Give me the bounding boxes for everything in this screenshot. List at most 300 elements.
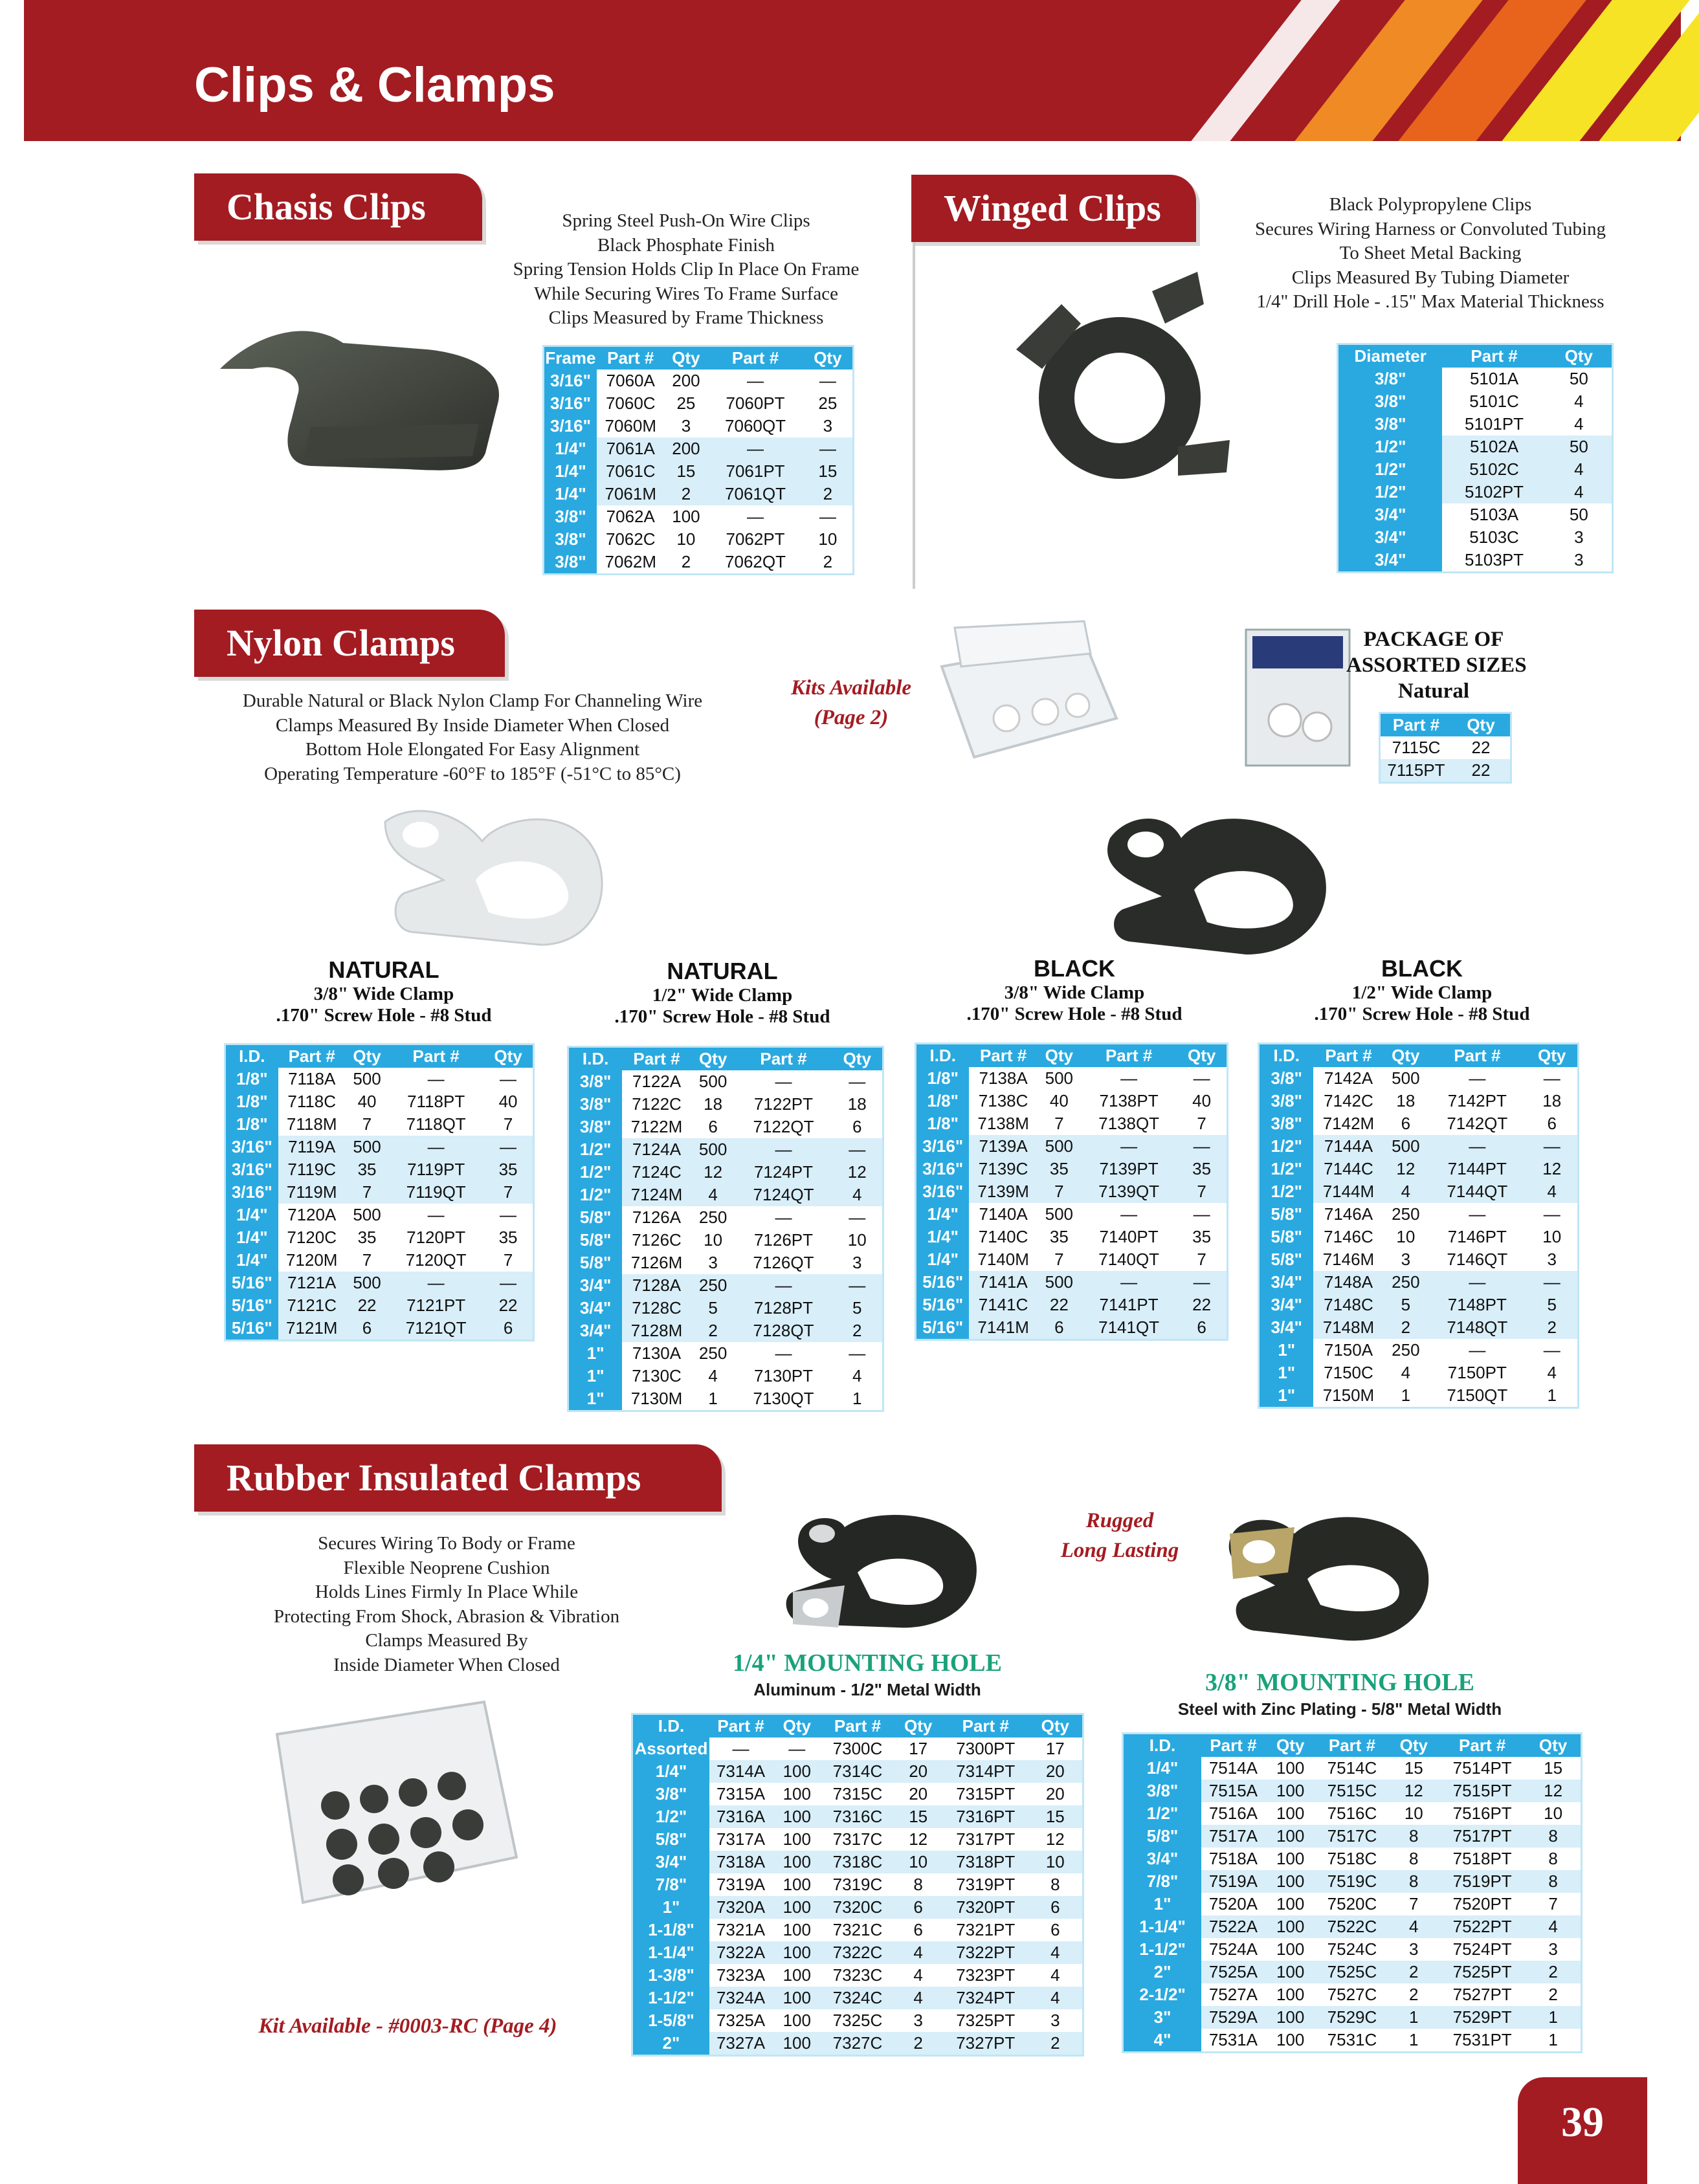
table-cell: 7315PT xyxy=(956,1784,1016,1803)
table-cell: 2-1/2" xyxy=(1124,1983,1201,2006)
table-cell: 35 xyxy=(498,1228,518,1247)
table-cell: 5/8" xyxy=(1260,1203,1313,1226)
table-cell: 2 xyxy=(852,1321,862,1340)
table-cell: 20 xyxy=(909,1761,928,1781)
table-cell: 5 xyxy=(1401,1295,1411,1314)
table-row xyxy=(544,437,852,460)
table-row xyxy=(633,1760,1082,1783)
table-cell: 7531PT xyxy=(1452,2030,1512,2049)
table-cell: 7 xyxy=(503,1250,513,1270)
table-cell: 5103PT xyxy=(1465,550,1524,569)
table-cell: 3" xyxy=(1124,2006,1201,2029)
table-cell: 7 xyxy=(1197,1250,1206,1269)
column-header: Qty xyxy=(1045,1046,1073,1065)
table-cell: 3/8" xyxy=(633,1783,709,1805)
table-cell: 100 xyxy=(783,1920,811,1939)
table-cell: 2 xyxy=(823,484,833,503)
table-cell: Assorted xyxy=(633,1737,709,1760)
table-row xyxy=(633,1964,1082,1987)
table-cell: 500 xyxy=(353,1137,381,1156)
table-cell: 7321PT xyxy=(956,1920,1016,1939)
table-cell: — xyxy=(819,507,836,526)
table-cell: 7141C xyxy=(978,1295,1028,1314)
table-cell: 7525PT xyxy=(1452,1962,1512,1981)
table-cell: 1" xyxy=(1260,1384,1313,1407)
table-cell: 7319C xyxy=(832,1875,883,1894)
table-row xyxy=(633,2032,1082,2055)
table-row xyxy=(1260,1180,1577,1203)
table-header xyxy=(1260,1044,1577,1067)
table-cell: 10 xyxy=(909,1852,928,1871)
table-cell: 100 xyxy=(783,1897,811,1917)
table-cell: 7317C xyxy=(832,1829,883,1849)
table-cell: 7122A xyxy=(632,1072,682,1091)
table-cell: 7325A xyxy=(716,2011,766,2030)
table-cell: — xyxy=(500,1069,517,1088)
table-cell: 7130M xyxy=(630,1389,683,1408)
table-cell: 7124PT xyxy=(753,1162,814,1182)
table-cell: 3/4" xyxy=(1124,1848,1201,1870)
table-cell: 1/2" xyxy=(633,1805,709,1828)
table-cell: 7138M xyxy=(977,1114,1029,1133)
table-cell: 3 xyxy=(708,1253,718,1272)
table-cell: 5/8" xyxy=(1260,1226,1313,1248)
table-cell: 10 xyxy=(847,1230,867,1250)
table-cell: 7325PT xyxy=(956,2011,1016,2030)
table-cell: 7115PT xyxy=(1387,760,1445,780)
table-cell: 5/8" xyxy=(569,1206,622,1229)
table-row xyxy=(1124,1870,1581,1893)
table-cell: 7320PT xyxy=(956,1897,1016,1917)
table-cell: 7150QT xyxy=(1447,1385,1508,1405)
table-row xyxy=(226,1113,533,1136)
table-row xyxy=(633,1828,1082,1851)
table-cell: 7324C xyxy=(832,1988,883,2007)
table-cell: 100 xyxy=(1276,1871,1305,1891)
table-cell: 7144M xyxy=(1322,1182,1375,1201)
table-cell: 1-1/8" xyxy=(633,1919,709,1941)
table-cell: 6 xyxy=(1050,1897,1060,1917)
table-cell: 1" xyxy=(569,1365,622,1387)
table-cell: — xyxy=(1193,1068,1210,1088)
table-cell: 7 xyxy=(1054,1182,1064,1201)
table-cell: — xyxy=(775,1343,792,1363)
table-cell: 1" xyxy=(1260,1339,1313,1362)
table-cell: 7128C xyxy=(632,1298,682,1318)
table-row xyxy=(569,1138,882,1161)
table-cell: 7514PT xyxy=(1452,1758,1512,1778)
table-row xyxy=(569,1365,882,1387)
column-header: I.D. xyxy=(658,1716,685,1736)
column-header: Frame xyxy=(545,348,596,368)
table-cell: 7524PT xyxy=(1452,1939,1512,1959)
table-cell: 25 xyxy=(818,393,838,413)
table-cell: 7118A xyxy=(288,1069,336,1088)
table-cell: 35 xyxy=(498,1160,518,1179)
table-cell: 7138PT xyxy=(1099,1091,1159,1110)
table-cell: — xyxy=(1543,1340,1560,1360)
column-header: Part # xyxy=(717,1716,764,1736)
table-cell: — xyxy=(819,371,836,390)
table-cell: — xyxy=(747,507,764,526)
table-cell: — xyxy=(1193,1136,1210,1156)
table-header xyxy=(1338,345,1612,368)
table-row xyxy=(226,1317,533,1340)
table-cell: 7524A xyxy=(1208,1939,1258,1959)
table-cell: 500 xyxy=(1045,1272,1074,1292)
table-cell: 2 xyxy=(1548,1985,1558,2004)
column-header: Qty xyxy=(1467,715,1495,734)
table-cell: 20 xyxy=(1045,1761,1065,1781)
table-cell: 3/4" xyxy=(1260,1316,1313,1339)
table-cell: 1/2" xyxy=(1260,1135,1313,1158)
table-cell: 7324PT xyxy=(956,1988,1016,2007)
table-cell: 100 xyxy=(672,507,700,526)
column-header: Part # xyxy=(412,1046,460,1066)
table-cell: 7525C xyxy=(1327,1962,1377,1981)
chasis-table xyxy=(542,345,854,575)
table-cell: 7124A xyxy=(632,1140,682,1159)
table-cell: 100 xyxy=(783,1988,811,2007)
column-header: Qty xyxy=(783,1716,811,1736)
table-row xyxy=(1124,1938,1581,1961)
table-cell: 8 xyxy=(1409,1871,1419,1891)
table-cell: 2" xyxy=(633,2032,709,2055)
table-cell: 7/8" xyxy=(633,1873,709,1896)
table-cell: 1/2" xyxy=(1260,1180,1313,1203)
table-cell: 100 xyxy=(1276,1939,1305,1959)
table-cell: 200 xyxy=(672,371,700,390)
column-header: I.D. xyxy=(582,1049,609,1068)
table-row xyxy=(226,1272,533,1294)
column-header: Part # xyxy=(760,1049,807,1068)
table-cell: 1/4" xyxy=(544,483,597,505)
table-cell: 6 xyxy=(1050,1920,1060,1939)
table-cell: 100 xyxy=(1276,1781,1305,1800)
table-cell: 40 xyxy=(357,1092,377,1111)
table-cell: 7324A xyxy=(716,1988,766,2007)
rubber-table-2 xyxy=(1122,1732,1582,2053)
table-cell: 3 xyxy=(1409,1939,1419,1959)
table-cell: 10 xyxy=(1045,1852,1065,1871)
table-cell: 35 xyxy=(357,1160,377,1179)
table-cell: — xyxy=(1469,1272,1486,1292)
table-cell: 6 xyxy=(708,1117,718,1136)
table-row xyxy=(916,1226,1227,1248)
table-cell: 17 xyxy=(909,1739,928,1758)
table-cell: 7519C xyxy=(1327,1871,1377,1891)
table-row xyxy=(1260,1316,1577,1339)
table-cell: 4 xyxy=(852,1366,862,1385)
table-cell: 18 xyxy=(1396,1091,1416,1110)
table-cell: 3/4" xyxy=(1338,526,1442,549)
winged-clips-heading: Winged Clips xyxy=(911,175,1196,242)
table-row xyxy=(226,1181,533,1204)
table-header xyxy=(1381,714,1510,736)
table-cell: 7119QT xyxy=(406,1182,466,1202)
table-cell: 5/8" xyxy=(633,1828,709,1851)
table-cell: 10 xyxy=(1396,1227,1416,1246)
table-row xyxy=(1124,1757,1581,1780)
table-cell: 250 xyxy=(1392,1272,1420,1292)
column-header: I.D. xyxy=(1273,1046,1300,1065)
table-row xyxy=(226,1136,533,1158)
table-row xyxy=(1260,1158,1577,1180)
table-cell: 1/2" xyxy=(1338,481,1442,503)
table-cell: 5/16" xyxy=(916,1271,969,1294)
table-cell: 6 xyxy=(1197,1318,1206,1337)
table-row xyxy=(226,1249,533,1272)
table-cell: 6 xyxy=(503,1318,513,1338)
table-cell: 6 xyxy=(852,1117,862,1136)
table-cell: 7148C xyxy=(1324,1295,1373,1314)
table-row xyxy=(544,505,852,528)
table-row xyxy=(1338,481,1612,503)
table-cell: 3 xyxy=(1547,1250,1557,1269)
table-cell: 1/8" xyxy=(916,1090,969,1112)
table-row xyxy=(544,370,852,392)
table-header xyxy=(569,1048,882,1070)
table-cell: 7124C xyxy=(632,1162,682,1182)
table-cell: — xyxy=(427,1273,445,1292)
table-cell: 2 xyxy=(681,484,691,503)
table-cell: 7517A xyxy=(1208,1826,1258,1846)
table-cell: — xyxy=(1543,1068,1560,1088)
table-cell: 7 xyxy=(503,1182,513,1202)
table-cell: 100 xyxy=(783,1875,811,1894)
table-cell: 2 xyxy=(1409,1985,1419,2004)
table-cell: 7061QT xyxy=(725,484,786,503)
table-row xyxy=(226,1158,533,1181)
column-header: Qty xyxy=(1276,1736,1305,1755)
table-cell: 3/8" xyxy=(1124,1780,1201,1802)
table-cell: 15 xyxy=(1404,1758,1423,1778)
table-cell: 6 xyxy=(1547,1114,1557,1133)
table-cell: 7120PT xyxy=(406,1228,466,1247)
table-cell: 7146PT xyxy=(1447,1227,1507,1246)
table-cell: 3 xyxy=(1401,1250,1411,1269)
table-cell: 7300C xyxy=(832,1739,883,1758)
table-cell: 1-1/4" xyxy=(633,1941,709,1964)
table-cell: 3/16" xyxy=(226,1181,278,1204)
table-cell: 500 xyxy=(353,1069,381,1088)
table-cell: 7319A xyxy=(716,1875,766,1894)
table-cell: 1/8" xyxy=(916,1112,969,1135)
column-header: Qty xyxy=(843,1049,871,1068)
table-cell: 7128A xyxy=(632,1275,682,1295)
table-cell: 7516PT xyxy=(1452,1803,1512,1823)
table-cell: 2 xyxy=(823,552,833,571)
table-cell: 10 xyxy=(1542,1227,1562,1246)
table-cell: — xyxy=(1193,1272,1210,1292)
table-row xyxy=(1124,2029,1581,2051)
table-cell: 7318A xyxy=(716,1852,766,1871)
table-cell: 7520PT xyxy=(1452,1894,1512,1914)
table-cell: — xyxy=(427,1205,445,1224)
table-cell: 1/2" xyxy=(569,1138,622,1161)
table-cell: 1-1/4" xyxy=(1124,1915,1201,1938)
table-cell: 7141QT xyxy=(1098,1318,1160,1337)
table-cell: 7514C xyxy=(1327,1758,1377,1778)
table-row xyxy=(1260,1248,1577,1271)
table-cell: 7060A xyxy=(606,371,655,390)
table-cell: 7517C xyxy=(1327,1826,1377,1846)
table-cell: 7 xyxy=(1197,1182,1206,1201)
table-cell: 7319PT xyxy=(956,1875,1016,1894)
table-cell: 100 xyxy=(1276,2007,1305,2027)
table-row xyxy=(916,1158,1227,1180)
table-cell: 7520C xyxy=(1327,1894,1377,1914)
table-cell: 7060M xyxy=(605,416,657,436)
table-row xyxy=(916,1135,1227,1158)
table-cell: 7126QT xyxy=(753,1253,814,1272)
table-cell: 3/8" xyxy=(1338,368,1442,390)
table-row xyxy=(569,1206,882,1229)
table-cell: 7531A xyxy=(1208,2030,1258,2049)
table-cell: — xyxy=(1120,1272,1138,1292)
chasis-clip-image xyxy=(214,304,518,472)
table-row xyxy=(1260,1384,1577,1407)
table-cell: 200 xyxy=(672,439,700,458)
table-row xyxy=(633,1896,1082,1919)
table-row xyxy=(569,1093,882,1116)
table-cell: 7300PT xyxy=(956,1739,1016,1758)
table-cell: 7126PT xyxy=(753,1230,814,1250)
table-cell: — xyxy=(775,1208,792,1227)
table-cell: 3/8" xyxy=(1260,1112,1313,1135)
nylon-clamps-heading: Nylon Clamps xyxy=(194,610,505,677)
table-row xyxy=(916,1271,1227,1294)
table-cell: 4 xyxy=(913,1965,923,1985)
table-cell: 7314C xyxy=(832,1761,883,1781)
table-cell: 7518C xyxy=(1327,1849,1377,1868)
table-row xyxy=(1260,1090,1577,1112)
table-cell: 4 xyxy=(708,1185,718,1204)
table-cell: 10 xyxy=(1404,1803,1423,1823)
table-cell: 7148A xyxy=(1324,1272,1373,1292)
table-cell: 500 xyxy=(1045,1068,1074,1088)
column-header: Part # xyxy=(1392,715,1440,734)
table-cell: 40 xyxy=(1192,1091,1212,1110)
table-cell: 7139C xyxy=(978,1159,1028,1178)
page-title: Clips & Clamps xyxy=(194,58,555,113)
table-cell: — xyxy=(1469,1136,1486,1156)
table-row xyxy=(633,1987,1082,2009)
table-cell: 7327A xyxy=(716,2033,766,2053)
table-cell: 7522A xyxy=(1208,1917,1258,1936)
table-cell: 20 xyxy=(909,1784,928,1803)
table-cell: 1/2" xyxy=(569,1161,622,1184)
table-cell: 7122QT xyxy=(753,1117,814,1136)
table-row xyxy=(633,1737,1082,1760)
table-row xyxy=(916,1294,1227,1316)
table-cell: 250 xyxy=(698,1208,727,1227)
table-cell: 3/16" xyxy=(544,370,597,392)
table-cell: 7061A xyxy=(606,439,655,458)
column-header: Qty xyxy=(353,1046,381,1066)
table-cell: 100 xyxy=(1276,2030,1305,2049)
table-cell: 25 xyxy=(676,393,696,413)
table-row xyxy=(1338,413,1612,436)
table-cell: 1/4" xyxy=(916,1226,969,1248)
table-row xyxy=(1338,436,1612,458)
nylon-table-3-caption: BLACK 3/8" Wide Clamp .170" Screw Hole - #8 Stud xyxy=(966,955,1183,1024)
table-cell: 7119A xyxy=(288,1137,336,1156)
table-cell: 250 xyxy=(698,1343,727,1363)
table-row xyxy=(1260,1271,1577,1294)
column-header: Part # xyxy=(1471,346,1518,366)
table-cell: 35 xyxy=(1049,1227,1069,1246)
table-cell: 5 xyxy=(708,1298,718,1318)
table-cell: 7525A xyxy=(1208,1962,1258,1981)
table-cell: 1 xyxy=(1401,1385,1411,1405)
table-cell: 7518PT xyxy=(1452,1849,1512,1868)
table-cell: 100 xyxy=(783,1965,811,1985)
table-cell: 7320C xyxy=(832,1897,883,1917)
table-cell: 35 xyxy=(1192,1159,1212,1178)
table-cell: 7120M xyxy=(285,1250,338,1270)
table-cell: 7060C xyxy=(605,393,656,413)
table-cell: 7321C xyxy=(832,1920,883,1939)
column-header: Qty xyxy=(1187,1046,1216,1065)
table-cell: 5102A xyxy=(1469,437,1519,456)
table-cell: 7061PT xyxy=(726,461,785,481)
table-cell: 4 xyxy=(1574,414,1584,434)
table-cell: 22 xyxy=(1471,760,1491,780)
table-cell: 5102C xyxy=(1469,459,1519,479)
table-row xyxy=(916,1316,1227,1339)
table-cell: 7318PT xyxy=(956,1852,1016,1871)
table-cell: 3/16" xyxy=(226,1158,278,1181)
table-cell: 2 xyxy=(681,552,691,571)
table-cell: 7142C xyxy=(1324,1091,1373,1110)
table-cell: 6 xyxy=(362,1318,372,1338)
table-cell: 2 xyxy=(1547,1318,1557,1337)
table-row xyxy=(569,1342,882,1365)
table-cell: 500 xyxy=(698,1140,727,1159)
table-cell: — xyxy=(1469,1068,1486,1088)
table-cell: 5 xyxy=(852,1298,862,1318)
table-cell: 17 xyxy=(1045,1739,1065,1758)
table-cell: 1/4" xyxy=(544,437,597,460)
table-row xyxy=(1381,759,1510,782)
table-cell: 3 xyxy=(852,1253,862,1272)
table-cell: 7128QT xyxy=(753,1321,814,1340)
table-cell: 7130C xyxy=(632,1366,682,1385)
table-cell: 3/4" xyxy=(1338,549,1442,571)
table-cell: 7142PT xyxy=(1447,1091,1507,1110)
table-cell: 1/2" xyxy=(569,1184,622,1206)
table-cell: 7314A xyxy=(716,1761,766,1781)
table-cell: 4 xyxy=(1050,1988,1060,2007)
table-cell: 1-1/2" xyxy=(1124,1938,1201,1961)
table-cell: 3/8" xyxy=(544,505,597,528)
table-cell: 8 xyxy=(1548,1849,1558,1868)
table-cell: 1-3/8" xyxy=(633,1964,709,1987)
table-cell: — xyxy=(427,1069,445,1088)
table-cell: 7140PT xyxy=(1099,1227,1159,1246)
column-header: Qty xyxy=(1538,1736,1568,1755)
table-cell: 7142A xyxy=(1324,1068,1373,1088)
table-row xyxy=(569,1252,882,1274)
table-cell: 4 xyxy=(1050,1965,1060,1985)
table-cell: 3 xyxy=(681,416,691,436)
table-cell: — xyxy=(849,1208,866,1227)
table-cell: 500 xyxy=(353,1273,381,1292)
column-header: Part # xyxy=(1454,1046,1501,1065)
table-cell: 12 xyxy=(909,1829,928,1849)
table-cell: 7316A xyxy=(716,1807,766,1826)
